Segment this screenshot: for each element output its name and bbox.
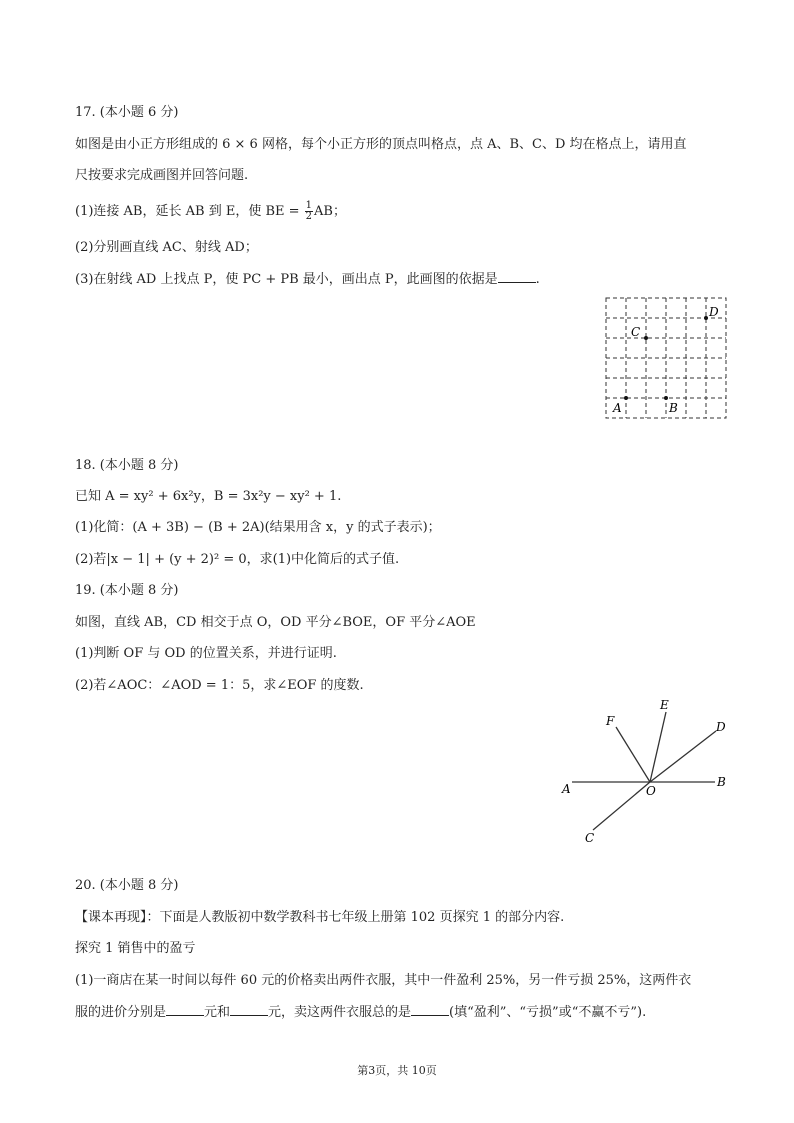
q17-part1 [75, 201, 346, 222]
fig-label-b: B [717, 775, 726, 789]
q17-header: 17. (本小题 6 分) [75, 105, 179, 120]
grid-label-a: A [613, 401, 622, 415]
q20-header: 20. (本小题 8 分) [75, 878, 179, 893]
q17-fraction [305, 201, 313, 222]
fig-label-a: A [562, 782, 571, 796]
q19-stem: 如图，直线 AB，CD 相交于点 O，OD 平分∠BOE，OF 平分∠AOE [75, 615, 476, 630]
grid-label-d: D [709, 305, 719, 319]
fig-label-c: C [585, 831, 595, 845]
q17-stem-line1: 如图是由小正方形组成的 6 × 6 网格，每个小正方形的顶点叫格点，点 A、B、C、D 均在格点上，请用直 [75, 137, 687, 152]
point-d-dot [704, 316, 708, 320]
q18-part2: (2)若|x − 1| + (y + 2)² = 0，求(1)中化简后的式子值. [75, 552, 400, 567]
q20-blank-2[interactable] [230, 1003, 268, 1016]
fig-label-f: F [606, 714, 615, 728]
q18-header: 18. (本小题 8 分) [75, 458, 179, 473]
q17-part1-prefix: (1)连接 AB，延长 AB 到 E，使 BE = [75, 204, 304, 219]
q17-part3-prefix: (3)在射线 AD 上找点 P，使 PC + PB 最小，画出点 P，此画图的依据是 [75, 272, 498, 287]
q17-part1-suffix: AB； [314, 204, 346, 219]
q18-given: 已知 A = xy² + 6x²y，B = 3x²y − xy² + 1. [75, 489, 342, 504]
point-c-dot [644, 336, 648, 340]
q19-part2: (2)若∠AOC：∠AOD = 1：5，求∠EOF 的度数. [75, 678, 364, 693]
q17-part2: (2)分别画直线 AC、射线 AD； [75, 240, 258, 255]
page-footer: 第3页，共 10页 [357, 1064, 437, 1077]
q17-stem-line2: 尺按要求完成画图并回答问题. [75, 168, 249, 183]
q20-blank-1[interactable] [166, 1003, 204, 1016]
q17-part3 [75, 270, 540, 289]
q17-fraction-denominator: 2 [305, 211, 313, 222]
grid-label-b: B [669, 401, 678, 415]
q20-text-c: 元，卖这两件衣服总的是 [268, 1005, 412, 1020]
ray-of [616, 727, 650, 782]
q20-intro: 【课本再现】：下面是人教版初中数学教科书七年级上册第 102 页探究 1 的部分内容. [75, 910, 565, 925]
q17-answer-blank[interactable] [498, 270, 536, 283]
point-a-dot [624, 396, 628, 400]
q19-header: 19. (本小题 8 分) [75, 583, 179, 598]
q19-angle-figure [555, 695, 745, 850]
q20-part1-line2 [75, 1003, 646, 1022]
q17-part3-suffix: . [535, 272, 540, 287]
fig-label-d: D [716, 720, 726, 734]
q18-part1: (1)化简：(A + 3B) − (B + 2A)(结果用含 x，y 的式子表示)； [75, 520, 441, 535]
q20-text-b: 元和 [204, 1005, 231, 1020]
q20-explore-title: 探究 1 销售中的盈亏 [75, 941, 196, 956]
q17-grid-figure [598, 292, 738, 424]
grid-label-c: C [631, 325, 641, 339]
q19-part1: (1)判断 OF 与 OD 的位置关系，并进行证明. [75, 646, 337, 661]
q20-part1-line1: (1)一商店在某一时间以每件 60 元的价格卖出两件衣服，其中一件盈利 25%，另一件亏损 25%，这两件衣 [75, 973, 692, 988]
fig-label-e: E [660, 698, 669, 712]
ray-oc [593, 782, 650, 830]
q20-text-d: (填“盈利”、“亏损”或“不赢不亏”). [449, 1005, 647, 1020]
q20-blank-3[interactable] [411, 1003, 449, 1016]
q20-text-a: 服的进价分别是 [75, 1005, 167, 1020]
fig-label-o: O [646, 784, 656, 798]
q17-fraction-numerator: 1 [305, 200, 313, 211]
point-b-dot [664, 396, 668, 400]
